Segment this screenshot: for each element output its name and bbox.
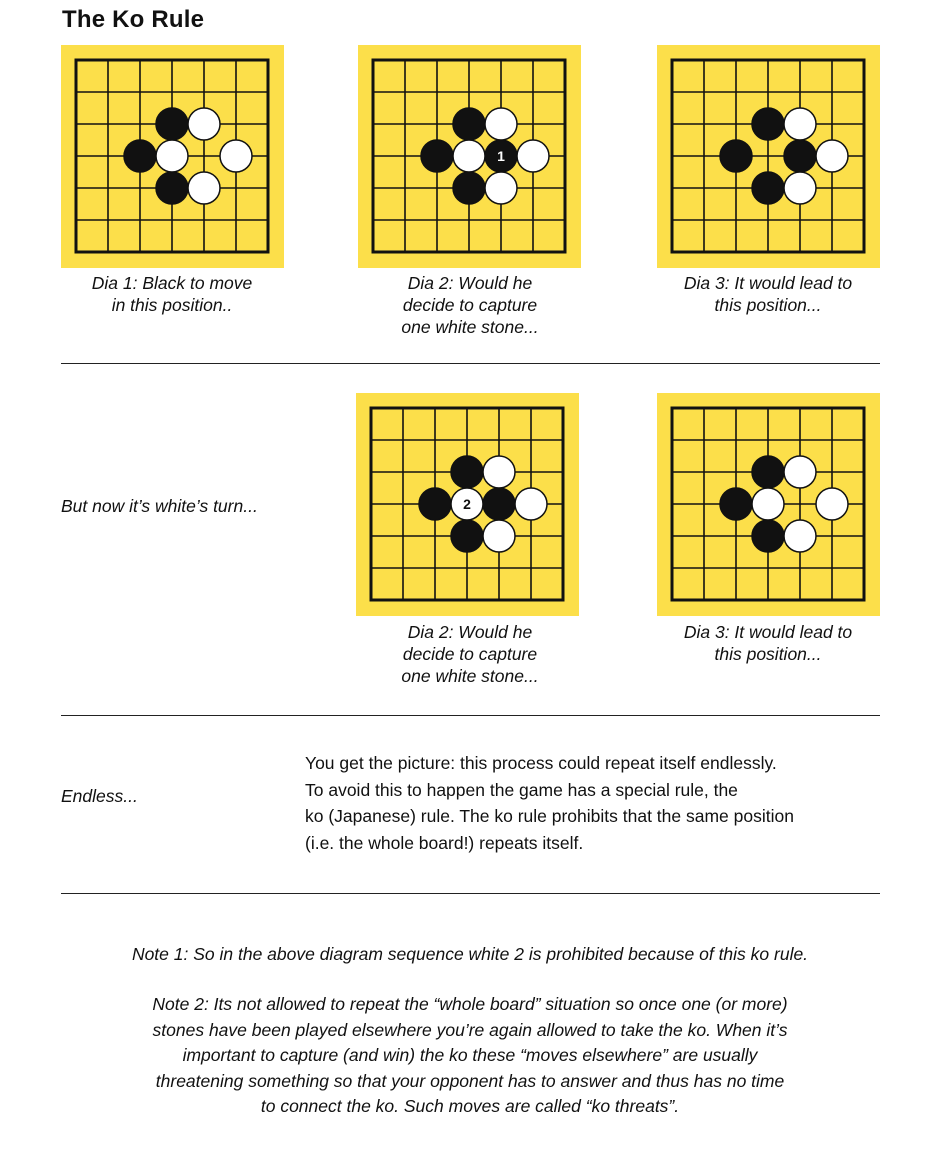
paragraph-line: You get the picture: this process could repeat itself endlessly. xyxy=(305,753,777,773)
black-stone xyxy=(752,520,784,552)
caption-line: in this position.. xyxy=(111,295,233,315)
diagram-caption xyxy=(648,272,888,316)
black-stone xyxy=(784,140,816,172)
paragraph-line: (i.e. the whole board!) repeats itself. xyxy=(305,832,584,853)
explanation-paragraph xyxy=(305,750,875,856)
diagram-caption xyxy=(648,621,888,665)
board-svg xyxy=(657,45,880,268)
go-board-diagram xyxy=(657,45,880,268)
black-stone xyxy=(752,108,784,140)
note-line: to connect the ko. Such moves are called “ko threats”. xyxy=(260,1096,680,1116)
diagram-caption xyxy=(350,621,590,687)
paragraph-line: To avoid this to happen the game has a special rule, the xyxy=(305,779,738,800)
white-stone xyxy=(816,488,848,520)
go-board-diagram xyxy=(61,45,284,268)
white-stone xyxy=(156,140,188,172)
endless-label: Endless... xyxy=(61,786,138,806)
black-stone xyxy=(156,108,188,140)
white-stone xyxy=(517,140,549,172)
move-number-label: 2 xyxy=(463,496,471,512)
black-stone xyxy=(124,140,156,172)
diagram-caption xyxy=(52,272,292,316)
caption-line: decide to capture xyxy=(402,295,538,315)
black-stone xyxy=(720,488,752,520)
board-svg xyxy=(61,45,284,268)
note-line: important to capture (and win) the ko these “moves elsewhere” are usually xyxy=(182,1045,758,1065)
caption-line: this position... xyxy=(714,295,822,315)
paragraph-line: ko (Japanese) rule. The ko rule prohibits that the same position xyxy=(305,806,794,826)
white-stone xyxy=(784,520,816,552)
caption-line: Dia 1: Black to move xyxy=(91,273,253,293)
black-stone xyxy=(156,172,188,204)
white-stone xyxy=(188,172,220,204)
black-stone xyxy=(752,456,784,488)
board-svg xyxy=(358,45,581,268)
black-stone xyxy=(451,456,483,488)
black-stone xyxy=(453,172,485,204)
divider xyxy=(61,893,880,894)
white-stone xyxy=(752,488,784,520)
white-stone xyxy=(485,108,517,140)
note-line: threatening something so that your opponent has to answer and thus has no time xyxy=(155,1070,785,1091)
black-stone xyxy=(752,172,784,204)
white-stone xyxy=(784,456,816,488)
caption-line: Dia 3: It would lead to xyxy=(683,273,853,293)
black-stone xyxy=(451,520,483,552)
board-svg xyxy=(356,393,579,616)
divider xyxy=(61,363,880,364)
white-stone xyxy=(515,488,547,520)
white-stone xyxy=(220,140,252,172)
white-stone xyxy=(784,108,816,140)
white-stone xyxy=(483,520,515,552)
divider xyxy=(61,715,880,716)
white-stone xyxy=(188,108,220,140)
page-title: The Ko Rule xyxy=(62,6,205,33)
board-svg xyxy=(657,393,880,616)
go-board-diagram xyxy=(657,393,880,616)
caption-line: Dia 3: It would lead to xyxy=(683,622,853,642)
caption-line: one white stone... xyxy=(401,666,539,686)
white-stone xyxy=(453,140,485,172)
white-stone xyxy=(483,456,515,488)
white-stone xyxy=(784,172,816,204)
note-1: Note 1: So in the above diagram sequence white 2 is prohibited because of this ko rule. xyxy=(131,944,809,964)
white-stone xyxy=(816,140,848,172)
note-2 xyxy=(60,992,880,1120)
caption-line: Dia 2: Would he xyxy=(407,622,533,642)
white-stone xyxy=(485,172,517,204)
black-stone xyxy=(419,488,451,520)
caption-line: decide to capture xyxy=(402,644,538,664)
diagram-caption xyxy=(350,272,590,338)
go-board-diagram xyxy=(358,45,581,268)
caption-line: Dia 2: Would he xyxy=(407,273,533,293)
black-stone xyxy=(720,140,752,172)
turn-label: But now it’s white’s turn... xyxy=(61,496,258,516)
note-line: Note 2: Its not allowed to repeat the “whole board” situation so once one (or more) xyxy=(152,994,788,1014)
note-line: stones have been played elsewhere you’re again allowed to take the ko. When it’s xyxy=(152,1019,788,1040)
caption-line: this position... xyxy=(714,644,822,664)
black-stone xyxy=(421,140,453,172)
black-stone xyxy=(483,488,515,520)
move-number-label: 1 xyxy=(497,148,505,164)
caption-line: one white stone... xyxy=(401,317,539,337)
go-board-diagram xyxy=(356,393,579,616)
black-stone xyxy=(453,108,485,140)
